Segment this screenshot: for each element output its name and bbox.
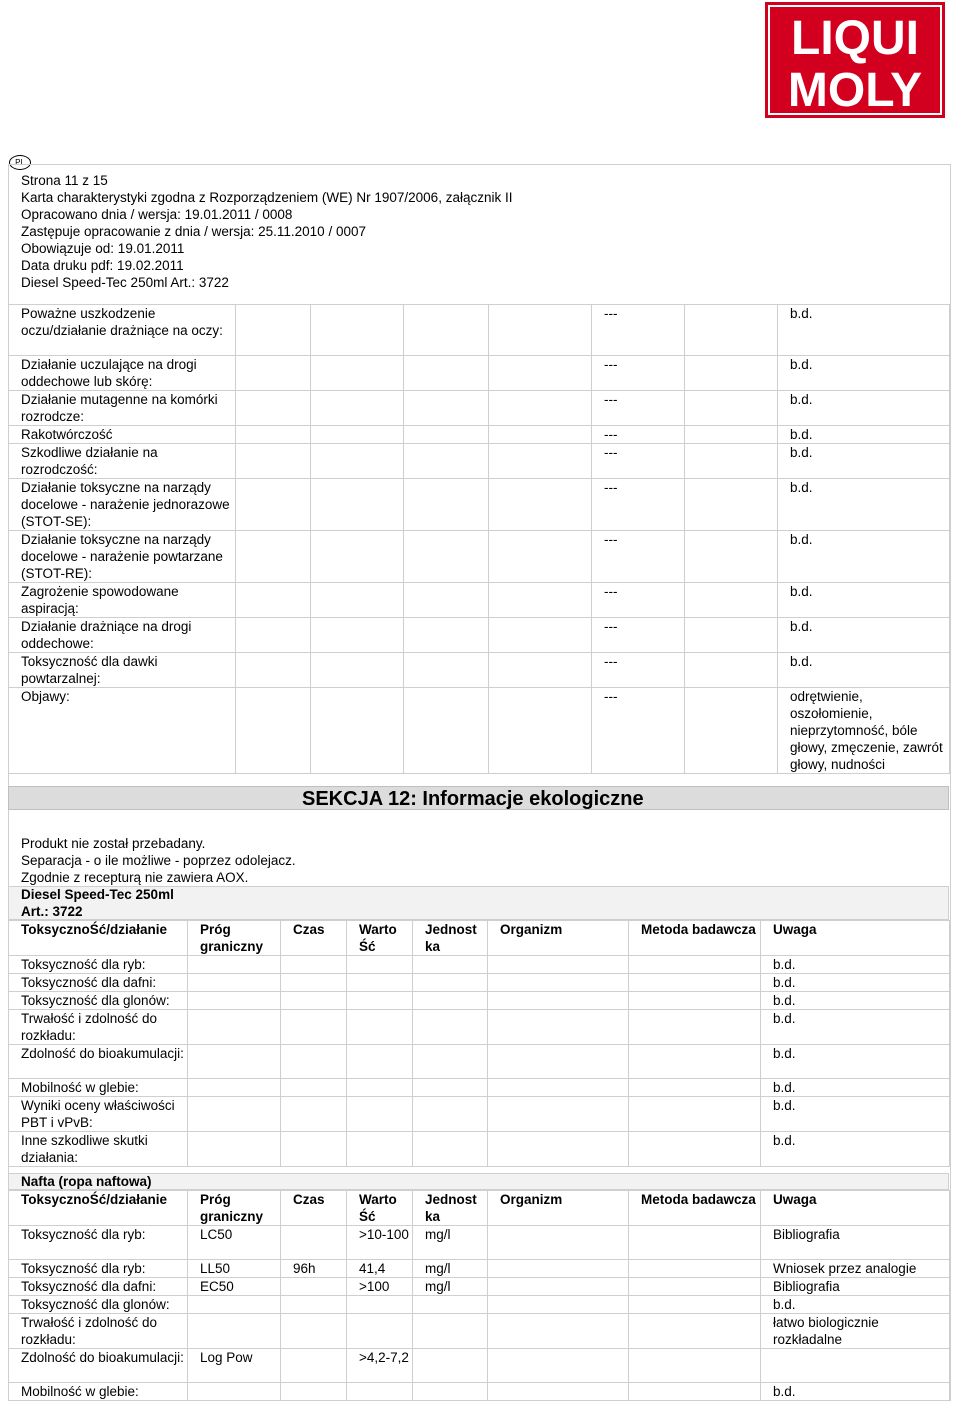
eco-cell [188,1045,281,1079]
eco-cell: 41,4 [347,1260,413,1278]
tox-value: --- [592,688,685,774]
eco-cell [413,1132,488,1167]
tox-empty-cell [236,426,311,444]
ecotoxicity-table-product1 [8,920,950,1167]
toxicology-table [8,304,950,774]
tox-empty-cell [489,391,592,426]
header-line: Data druku pdf: 19.02.2011 [21,258,184,273]
eco-cell [629,1296,761,1314]
eco-cell: Zdolność do bioakumulacji: [9,1349,188,1383]
eco-cell [281,956,347,974]
tox-row [9,688,950,774]
eco-cell: b.d. [761,992,950,1010]
tox-empty-cell [685,583,778,618]
eco-cell [281,1226,347,1260]
eco-header-cell: Czas [281,921,347,956]
tox-row [9,653,950,688]
eco-cell: Wyniki oceny właściwości PBT i vPvB: [9,1097,188,1132]
document-header [21,172,512,291]
tox-empty-cell [685,426,778,444]
eco-cell: Zdolność do bioakumulacji: [9,1045,188,1079]
eco-cell [413,956,488,974]
eco-header-cell: Próg graniczny [188,921,281,956]
tox-row [9,618,950,653]
eco-cell [629,1349,761,1383]
tox-label: Objawy: [9,688,236,774]
eco-cell [629,1278,761,1296]
ecology-note: Produkt nie został przebadany. [21,836,206,851]
eco-cell [413,1349,488,1383]
tox-empty-cell [236,531,311,583]
eco-cell: b.d. [761,1045,950,1079]
eco-cell [281,974,347,992]
tox-label: Zagrożenie spowodowane aspiracją: [9,583,236,618]
eco-cell: Wniosek przez analogie [761,1260,950,1278]
tox-empty-cell [311,444,404,479]
eco-cell: Toksyczność dla ryb: [9,1226,188,1260]
eco-header-row [9,921,950,956]
eco-row [9,992,950,1010]
eco-cell [281,1296,347,1314]
eco-cell: b.d. [761,1097,950,1132]
ecotoxicity-table-product2 [8,1190,950,1401]
eco-cell [488,956,629,974]
eco-cell [629,1045,761,1079]
eco-cell: >100 [347,1278,413,1296]
eco-cell [347,1296,413,1314]
eco-cell [761,1349,950,1383]
tox-empty-cell [404,688,489,774]
logo-text-moly: MOLY [787,64,923,117]
eco-cell: b.d. [761,1079,950,1097]
eco-row [9,1314,950,1349]
eco-cell [347,956,413,974]
tox-empty-cell [404,479,489,531]
eco-cell [188,956,281,974]
eco-cell [413,1314,488,1349]
tox-note: b.d. [778,444,950,479]
tox-empty-cell [685,356,778,391]
tox-value: --- [592,356,685,391]
tox-empty-cell [236,479,311,531]
eco-row [9,1079,950,1097]
eco-cell: LC50 [188,1226,281,1260]
tox-empty-cell [685,391,778,426]
tox-empty-cell [311,688,404,774]
eco-cell [281,1045,347,1079]
eco-header-cell: Jednost ka [413,921,488,956]
eco-cell [188,974,281,992]
tox-value: --- [592,583,685,618]
eco-header-row [9,1191,950,1226]
tox-empty-cell [311,653,404,688]
ecology-notes [21,835,296,886]
eco-cell [281,1314,347,1349]
eco-cell [488,1097,629,1132]
tox-label: Działanie uczulające na drogi oddechowe lub skórę: [9,356,236,391]
eco-cell [629,1226,761,1260]
eco-cell [347,1383,413,1401]
tox-empty-cell [489,426,592,444]
eco-cell: Toksyczność dla dafni: [9,974,188,992]
tox-note: b.d. [778,305,950,356]
tox-empty-cell [236,653,311,688]
tox-label: Działanie mutagenne na komórki rozrodcze: [9,391,236,426]
eco-cell: b.d. [761,1010,950,1045]
eco-header-cell: Warto Ść [347,1191,413,1226]
tox-empty-cell [685,531,778,583]
eco-cell: Bibliografia [761,1226,950,1260]
eco-cell [347,1010,413,1045]
eco-cell: łatwo biologicznie rozkładalne [761,1314,950,1349]
eco-cell: Toksyczność dla ryb: [9,1260,188,1278]
eco-cell [281,1010,347,1045]
tox-empty-cell [404,531,489,583]
eco-cell: mg/l [413,1278,488,1296]
tox-empty-cell [685,305,778,356]
eco-cell: Trwałość i zdolność do rozkładu: [9,1314,188,1349]
tox-empty-cell [685,444,778,479]
tox-label: Poważne uszkodzenie oczu/działanie drażniące na oczy: [9,305,236,356]
ecology-note: Zgodnie z recepturą nie zawiera AOX. [21,870,249,885]
eco-cell [347,1045,413,1079]
eco-cell [629,992,761,1010]
eco-header-cell: Metoda badawcza [629,1191,761,1226]
tox-note: b.d. [778,531,950,583]
tox-note: b.d. [778,653,950,688]
eco-row [9,956,950,974]
eco-cell [281,1079,347,1097]
product1-art: Art.: 3722 [21,904,83,919]
eco-cell [488,1010,629,1045]
eco-header-cell: ToksycznoŚć/działanie [9,1191,188,1226]
eco-cell [488,992,629,1010]
tox-value: --- [592,479,685,531]
eco-cell: LL50 [188,1260,281,1278]
eco-row [9,1260,950,1278]
eco-cell: b.d. [761,956,950,974]
tox-note: b.d. [778,426,950,444]
eco-cell [347,1097,413,1132]
eco-cell [413,1079,488,1097]
eco-header-cell: Organizm [488,921,629,956]
ecology-note: Separacja - o ile możliwe - poprzez odolejacz. [21,853,296,868]
eco-cell [629,1097,761,1132]
eco-header-cell: Czas [281,1191,347,1226]
tox-label: Toksyczność dla dawki powtarzalnej: [9,653,236,688]
eco-cell [488,1045,629,1079]
eco-cell: Inne szkodliwe skutki działania: [9,1132,188,1167]
tox-value: --- [592,391,685,426]
eco-cell [281,992,347,1010]
tox-empty-cell [489,653,592,688]
eco-cell [281,1383,347,1401]
tox-empty-cell [489,356,592,391]
eco-cell [488,974,629,992]
tox-empty-cell [404,653,489,688]
eco-cell [488,1132,629,1167]
tox-row [9,305,950,356]
eco-cell [488,1383,629,1401]
tox-value: --- [592,531,685,583]
eco-cell: b.d. [761,1132,950,1167]
eco-cell [413,1296,488,1314]
eco-cell: Bibliografia [761,1278,950,1296]
eco-header-cell: Próg graniczny [188,1191,281,1226]
eco-header-cell: Metoda badawcza [629,921,761,956]
eco-cell: >10-100 [347,1226,413,1260]
eco-cell [347,1079,413,1097]
eco-cell [413,1097,488,1132]
eco-cell: Mobilność w glebie: [9,1383,188,1401]
tox-row [9,426,950,444]
eco-row [9,1296,950,1314]
eco-cell [188,1079,281,1097]
eco-cell [188,1383,281,1401]
tox-empty-cell [236,391,311,426]
tox-empty-cell [404,356,489,391]
tox-value: --- [592,653,685,688]
product2-name: Nafta (ropa naftowa) [21,1174,152,1189]
eco-cell: Trwałość i zdolność do rozkładu: [9,1010,188,1045]
eco-cell [347,1132,413,1167]
eco-header-cell: ToksycznoŚć/działanie [9,921,188,956]
tox-empty-cell [489,688,592,774]
tox-empty-cell [685,479,778,531]
eco-cell [488,1260,629,1278]
tox-empty-cell [404,391,489,426]
eco-cell: mg/l [413,1226,488,1260]
tox-note: b.d. [778,391,950,426]
tox-empty-cell [489,444,592,479]
eco-cell [413,974,488,992]
tox-empty-cell [311,618,404,653]
eco-cell: b.d. [761,974,950,992]
tox-empty-cell [311,531,404,583]
tox-label: Szkodliwe działanie na rozrodczość: [9,444,236,479]
eco-header-cell: Uwaga [761,921,950,956]
header-line: Obowiązuje od: 19.01.2011 [21,241,185,256]
eco-cell [188,992,281,1010]
eco-cell: b.d. [761,1296,950,1314]
tox-empty-cell [311,583,404,618]
eco-cell [488,1226,629,1260]
eco-cell [281,1132,347,1167]
tox-label: Rakotwórczość [9,426,236,444]
eco-cell [188,1097,281,1132]
eco-cell [188,1314,281,1349]
eco-row [9,1349,950,1383]
eco-cell [347,974,413,992]
eco-cell [629,974,761,992]
eco-cell [488,1349,629,1383]
tox-empty-cell [489,531,592,583]
eco-cell [413,992,488,1010]
eco-row [9,1045,950,1079]
tox-row [9,391,950,426]
tox-empty-cell [404,305,489,356]
eco-cell [413,1383,488,1401]
eco-cell [629,1383,761,1401]
tox-row [9,479,950,531]
eco-cell [629,956,761,974]
tox-value: --- [592,444,685,479]
eco-cell: b.d. [761,1383,950,1401]
tox-empty-cell [489,583,592,618]
product1-name: Diesel Speed-Tec 250ml [21,887,174,902]
tox-empty-cell [404,583,489,618]
tox-row [9,356,950,391]
eco-cell [488,1079,629,1097]
tox-empty-cell [685,653,778,688]
tox-empty-cell [404,426,489,444]
tox-empty-cell [404,444,489,479]
tox-empty-cell [236,618,311,653]
tox-row [9,531,950,583]
header-line: Diesel Speed-Tec 250ml Art.: 3722 [21,275,229,290]
eco-cell [281,1097,347,1132]
eco-cell: Mobilność w glebie: [9,1079,188,1097]
eco-cell [629,1132,761,1167]
eco-cell [413,1010,488,1045]
eco-cell: >4,2-7,2 [347,1349,413,1383]
eco-cell [629,1010,761,1045]
tox-value: --- [592,426,685,444]
tox-note: b.d. [778,618,950,653]
eco-cell [188,1010,281,1045]
eco-cell [488,1278,629,1296]
tox-empty-cell [404,618,489,653]
tox-note: b.d. [778,356,950,391]
tox-empty-cell [311,356,404,391]
eco-header-cell: Uwaga [761,1191,950,1226]
tox-note: b.d. [778,479,950,531]
eco-header-cell: Jednost ka [413,1191,488,1226]
eco-row [9,1010,950,1045]
eco-cell: mg/l [413,1260,488,1278]
eco-row [9,1383,950,1401]
eco-cell [629,1260,761,1278]
tox-value: --- [592,305,685,356]
section-title: SEKCJA 12: Informacje ekologiczne [302,788,644,810]
eco-header-cell: Organizm [488,1191,629,1226]
tox-row [9,583,950,618]
eco-cell: Toksyczność dla glonów: [9,992,188,1010]
tox-note: b.d. [778,583,950,618]
eco-cell [347,992,413,1010]
header-line: Karta charakterystyki zgodna z Rozporządzeniem (WE) Nr 1907/2006, załącznik II [21,190,513,205]
tox-empty-cell [489,479,592,531]
eco-cell [629,1314,761,1349]
tox-value: --- [592,618,685,653]
eco-row [9,1132,950,1167]
header-line: Zastępuje opracowanie z dnia / wersja: 25.11.2010 / 0007 [21,224,366,239]
tox-empty-cell [311,479,404,531]
tox-empty-cell [489,618,592,653]
eco-row [9,1278,950,1296]
eco-cell: Log Pow [188,1349,281,1383]
eco-cell [413,1045,488,1079]
eco-cell [488,1314,629,1349]
tox-empty-cell [685,618,778,653]
tox-empty-cell [311,426,404,444]
eco-cell: Toksyczność dla dafni: [9,1278,188,1296]
eco-cell: EC50 [188,1278,281,1296]
eco-cell: 96h [281,1260,347,1278]
eco-cell [629,1079,761,1097]
eco-cell: Toksyczność dla glonów: [9,1296,188,1314]
tox-empty-cell [236,356,311,391]
tox-empty-cell [489,305,592,356]
eco-cell [488,1296,629,1314]
eco-cell [281,1278,347,1296]
language-badge: PL [9,155,31,170]
header-line: Strona 11 z 15 [21,173,108,188]
tox-empty-cell [311,391,404,426]
eco-cell [188,1296,281,1314]
eco-cell: Toksyczność dla ryb: [9,956,188,974]
eco-cell [281,1349,347,1383]
eco-header-cell: Warto Ść [347,921,413,956]
tox-label: Działanie toksyczne na narządy docelowe - narażenie powtarzane (STOT-RE): [9,531,236,583]
tox-empty-cell [685,688,778,774]
header-line: Opracowano dnia / wersja: 19.01.2011 / 0008 [21,207,293,222]
eco-row [9,974,950,992]
tox-empty-cell [311,305,404,356]
tox-empty-cell [236,583,311,618]
liqui-moly-logo [765,2,945,118]
eco-row [9,1097,950,1132]
tox-empty-cell [236,305,311,356]
tox-empty-cell [236,688,311,774]
tox-row [9,444,950,479]
tox-label: Działanie toksyczne na narządy docelowe - narażenie jednorazowe (STOT-SE): [9,479,236,531]
eco-row [9,1226,950,1260]
eco-cell [188,1132,281,1167]
tox-label: Działanie drażniące na drogi oddechowe: [9,618,236,653]
logo-text-liqui: LIQUI [791,12,919,65]
tox-empty-cell [236,444,311,479]
tox-note: odrętwienie, oszołomienie, nieprzytomność, bóle głowy, zmęczenie, zawrót głowy, nudności [778,688,950,774]
eco-cell [347,1314,413,1349]
